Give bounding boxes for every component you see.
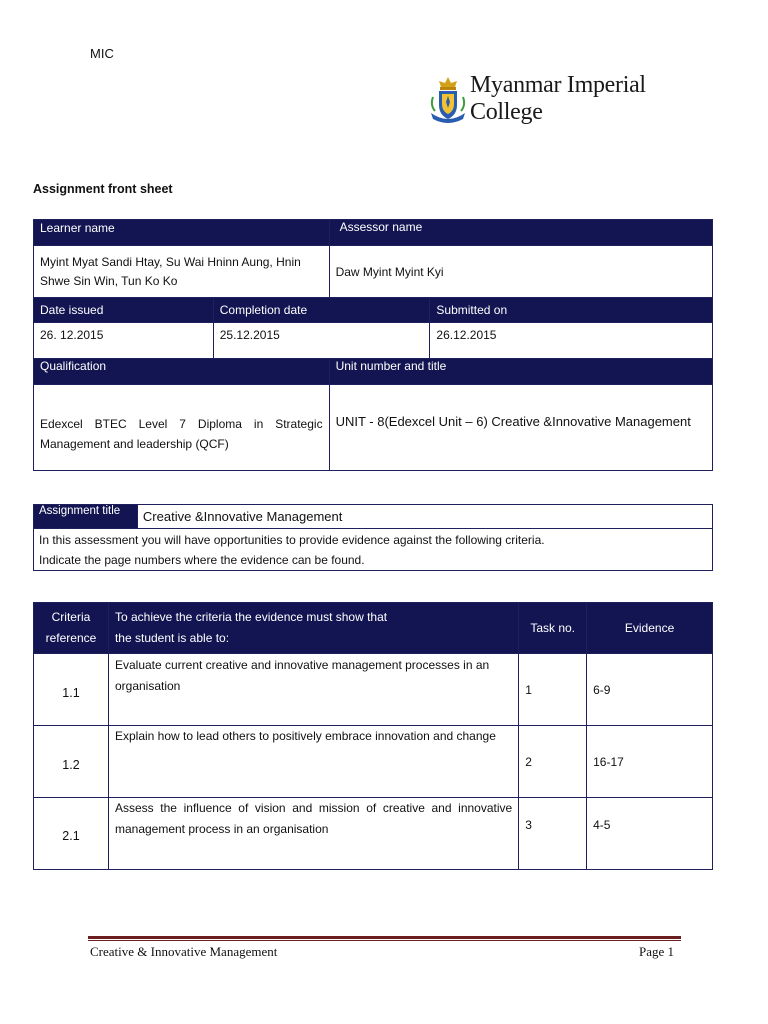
footer-page-number: Page 1 — [639, 944, 675, 959]
criteria-ref: 1.1 — [34, 654, 109, 726]
instruction-line-1: In this assessment you will have opportunities to provide evidence against the following criteria. — [39, 532, 545, 547]
criteria-description-header: To achieve the criteria the evidence must show that the student is able to: — [108, 603, 518, 654]
evidence-header: Evidence — [587, 603, 713, 654]
evidence-pages: 6-9 — [587, 654, 713, 726]
footer-rule-thin — [88, 940, 681, 941]
task-no: 1 — [519, 654, 587, 726]
assignment-title-label: Assignment title — [34, 505, 138, 529]
criteria-ref: 1.2 — [34, 726, 109, 798]
footer-title: Creative & Innovative Management — [90, 944, 278, 959]
completion-date-label: Completion date — [213, 298, 430, 323]
college-crest-icon — [428, 75, 468, 123]
table-row — [34, 798, 713, 870]
criteria-ref: 2.1 — [34, 798, 109, 870]
submitted-on-label: Submitted on — [430, 298, 713, 323]
criteria-table — [33, 602, 713, 870]
learner-name-label: Learner name — [34, 220, 330, 246]
evidence-pages: 16-17 — [587, 726, 713, 798]
criteria-desc: Assess the influence of vision and mission of creative and innovative management process in an organisation — [108, 798, 518, 870]
criteria-desc: Explain how to lead others to positively embrace innovation and change — [108, 726, 518, 798]
header-mic-label: MIC — [90, 46, 114, 61]
table-row — [34, 654, 713, 726]
table-row — [34, 726, 713, 798]
task-no: 2 — [519, 726, 587, 798]
learner-info-table — [33, 219, 713, 471]
assessor-name-value: Daw Myint Myint Kyi — [329, 246, 712, 298]
criteria-header-row — [34, 603, 713, 654]
qualification-label: Qualification — [34, 359, 330, 385]
instruction-line-2: Indicate the page numbers where the evidence can be found. — [39, 552, 365, 567]
date-issued-label: Date issued — [34, 298, 214, 323]
unit-number-title-label: Unit number and title — [329, 359, 712, 385]
task-no: 3 — [519, 798, 587, 870]
assessor-name-label: Assessor name — [329, 220, 712, 246]
assignment-instructions — [34, 529, 713, 571]
sheet-title: Assignment front sheet — [33, 182, 173, 196]
criteria-desc: Evaluate current creative and innovative management processes in an organisation — [108, 654, 518, 726]
learner-name-value: Myint Myat Sandi Htay, Su Wai Hninn Aung, Hnin Shwe Sin Win, Tun Ko Ko — [34, 246, 330, 298]
unit-number-title-value: UNIT - 8(Edexcel Unit – 6) Creative &Innovative Management — [329, 385, 712, 471]
submitted-on-value: 26.12.2015 — [430, 323, 713, 359]
date-issued-value: 26. 12.2015 — [34, 323, 214, 359]
college-logo — [428, 74, 698, 124]
evidence-pages: 4-5 — [587, 798, 713, 870]
assignment-title-value: Creative &Innovative Management — [137, 505, 712, 529]
criteria-reference-header: Criteria reference — [34, 603, 109, 654]
assignment-title-table — [33, 504, 713, 571]
task-number-header: Task no. — [519, 603, 587, 654]
college-name: Myanmar Imperial College — [470, 72, 646, 125]
qualification-value: Edexcel BTEC Level 7 Diploma in Strategic Management and leadership (QCF) — [34, 385, 330, 471]
footer-rule — [88, 936, 681, 939]
completion-date-value: 25.12.2015 — [213, 323, 430, 359]
